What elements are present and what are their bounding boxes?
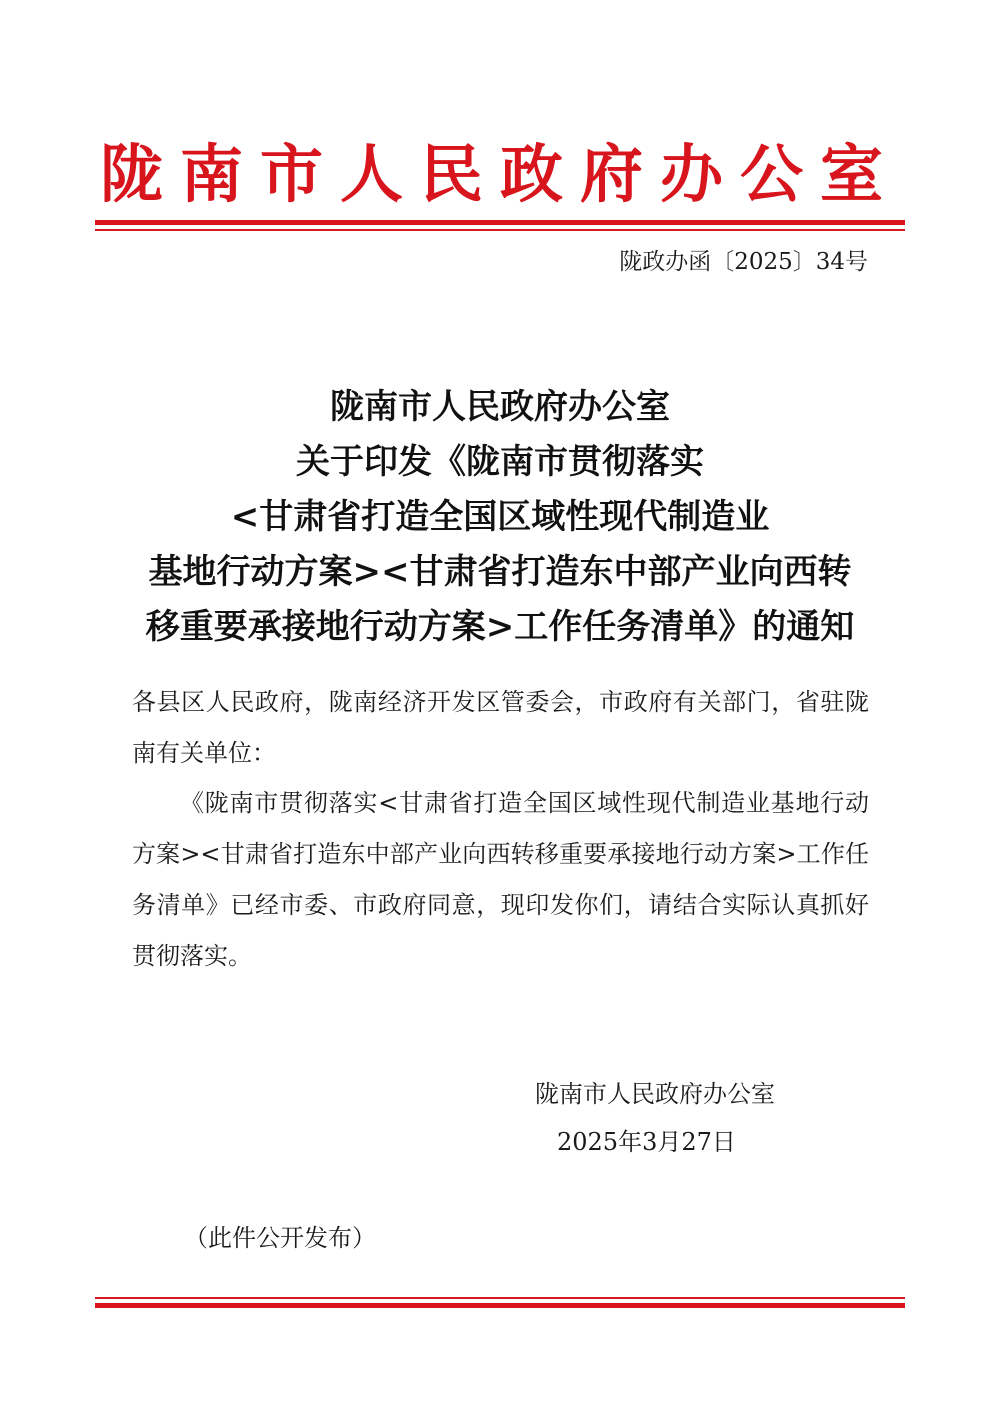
footer-divider-thin: [95, 1297, 905, 1299]
body-paragraph: 《陇南市贯彻落实<甘肃省打造全国区域性现代制造业基地行动方案><甘肃省打造东中部产业向西转移重要承接地行动方案>工作任务清单》已经市委、市政府同意，现印发你们，请结合实际认真抓好贯彻落实。: [132, 789, 869, 970]
header-divider-thick: [95, 220, 905, 225]
signature-organization: 陇南市人民政府办公室: [535, 1080, 775, 1108]
document-number: 陇政办函〔2025〕34号: [619, 249, 868, 275]
title-line: 基地行动方案><甘肃省打造东中部产业向西转: [148, 552, 852, 592]
title-line: 移重要承接地行动方案>工作任务清单》的通知: [145, 607, 855, 647]
title-line: 关于印发《陇南市贯彻落实: [296, 442, 704, 482]
issuer-header: 陇南市人民政府办公室: [100, 137, 900, 211]
publication-note: （此件公开发布）: [184, 1224, 376, 1252]
title-line: 陇南市人民政府办公室: [330, 387, 670, 427]
header-divider-thin: [95, 229, 905, 231]
signature-date: 2025年3月27日: [557, 1128, 736, 1156]
title-line: <甘肃省打造全国区域性现代制造业: [230, 497, 770, 537]
footer-divider-thick: [95, 1303, 905, 1308]
document-title: [95, 380, 905, 655]
addressee: 各县区人民政府，陇南经济开发区管委会，市政府有关部门，省驻陇南有关单位：: [132, 688, 869, 767]
